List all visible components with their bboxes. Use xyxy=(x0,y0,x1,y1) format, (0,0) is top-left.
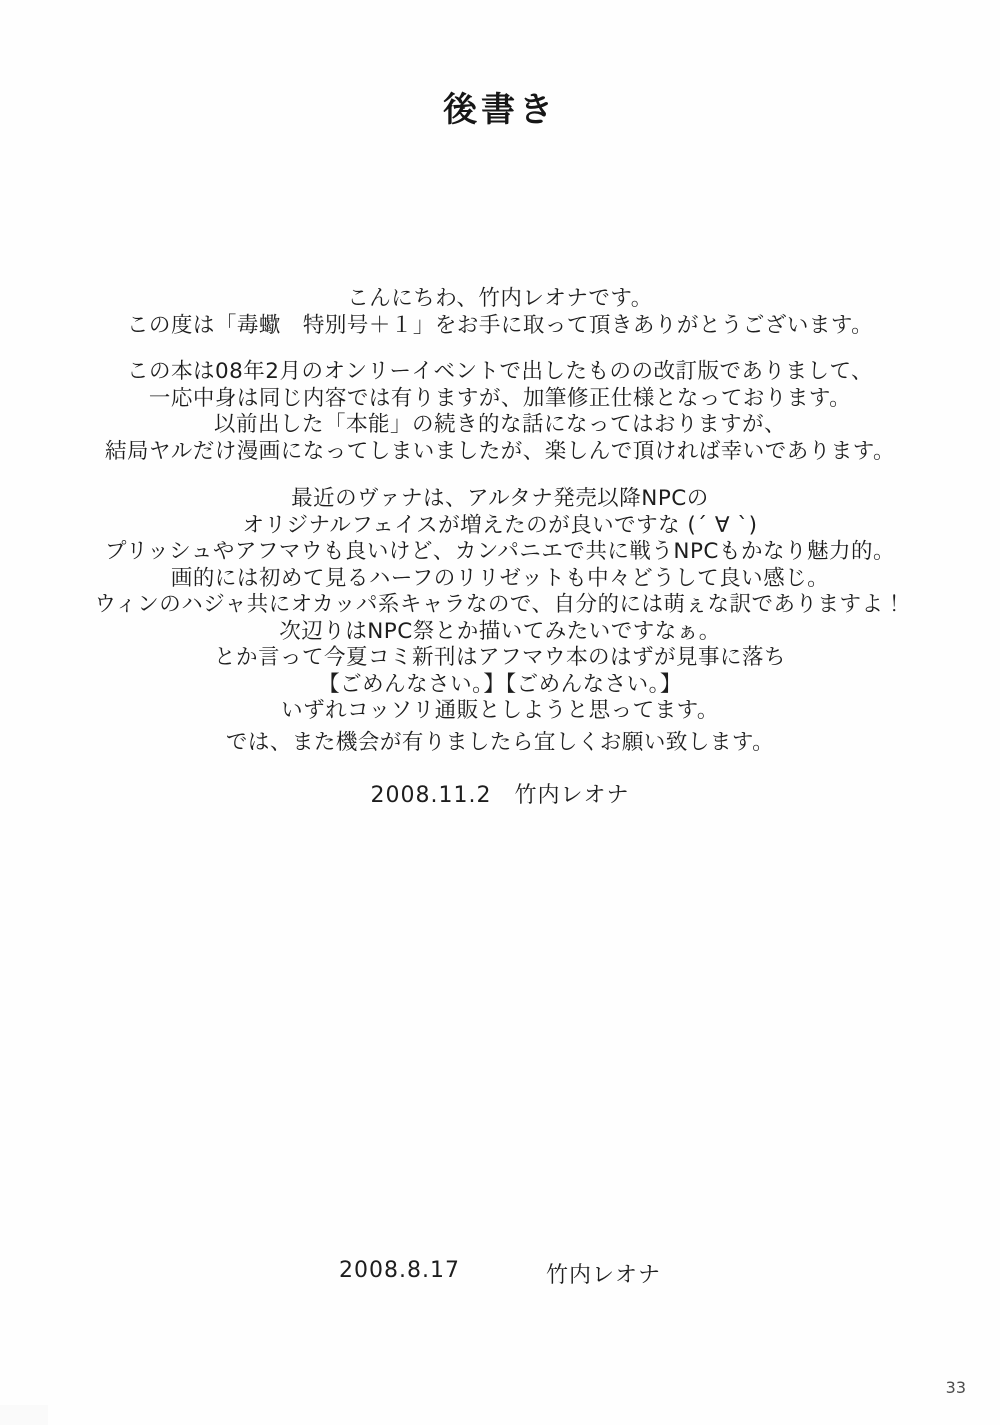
original-signature-date: 2008.8.17 xyxy=(339,1258,460,1283)
text-line: 一応中身は同じ内容では有りますが、加筆修正仕様となっております。 xyxy=(148,385,852,411)
page-number: 33 xyxy=(945,1378,966,1397)
page-title: 後書き xyxy=(443,90,557,130)
text-line: 次辺りはNPC祭とか描いてみたいですなぁ。 xyxy=(279,618,721,644)
text-line: 画的には初めて見るハーフのリリゼットも中々どうして良い感じ。 xyxy=(170,565,830,591)
text-line: 以前出した「本能」の続き的な話になってはおりますが、 xyxy=(213,412,786,437)
original-signature xyxy=(0,1258,1000,1289)
text-line: この度は「毒蠍 特別号＋１」をお手に取って頂きありがとうございます。 xyxy=(126,312,874,338)
closing-paragraph xyxy=(0,730,1000,757)
text-line: 【ごめんなさい。】【ごめんなさい。】 xyxy=(318,671,682,697)
about-book-paragraph xyxy=(0,359,1000,465)
text-line: とか言って今夏コミ新刊はアフマウ本のはずが見事に落ち xyxy=(213,645,786,670)
greeting-paragraph xyxy=(0,286,1000,339)
original-signature-name: 竹内レオナ xyxy=(545,1263,661,1288)
vana-talk-paragraph xyxy=(0,486,1000,725)
text-line: いずれコッソリ通販としようと思ってます。 xyxy=(281,698,719,723)
scan-artifact xyxy=(0,1405,48,1425)
text-line: プリッシュやアフマウも良いけど、カンパニエで共に戦うNPCもかなり魅力的。 xyxy=(105,539,895,564)
text-line: 結局ヤルだけ漫画になってしまいましたが、楽しんで頂ければ幸いであります。 xyxy=(104,438,896,464)
text-line: 最近のヴァナは、アルタナ発売以降NPCの xyxy=(291,486,709,511)
text-line: では、また機会が有りましたら宜しくお願い致します。 xyxy=(225,730,775,755)
text-line: ウィンのハジャ共にオカッパ系キャラなので、自分的には萌ぇな訳でありますよ！ xyxy=(94,592,906,617)
revision-signature: 2008.11.2 竹内レオナ xyxy=(370,783,630,808)
text-line: こんにちわ、竹内レオナです。 xyxy=(347,286,653,311)
text-line: この本は08年2月のオンリーイベントで出したものの改訂版でありまして、 xyxy=(126,359,874,384)
text-line: オリジナルフェイスが増えたのが良いですな (´ ∀ `) xyxy=(242,512,758,538)
